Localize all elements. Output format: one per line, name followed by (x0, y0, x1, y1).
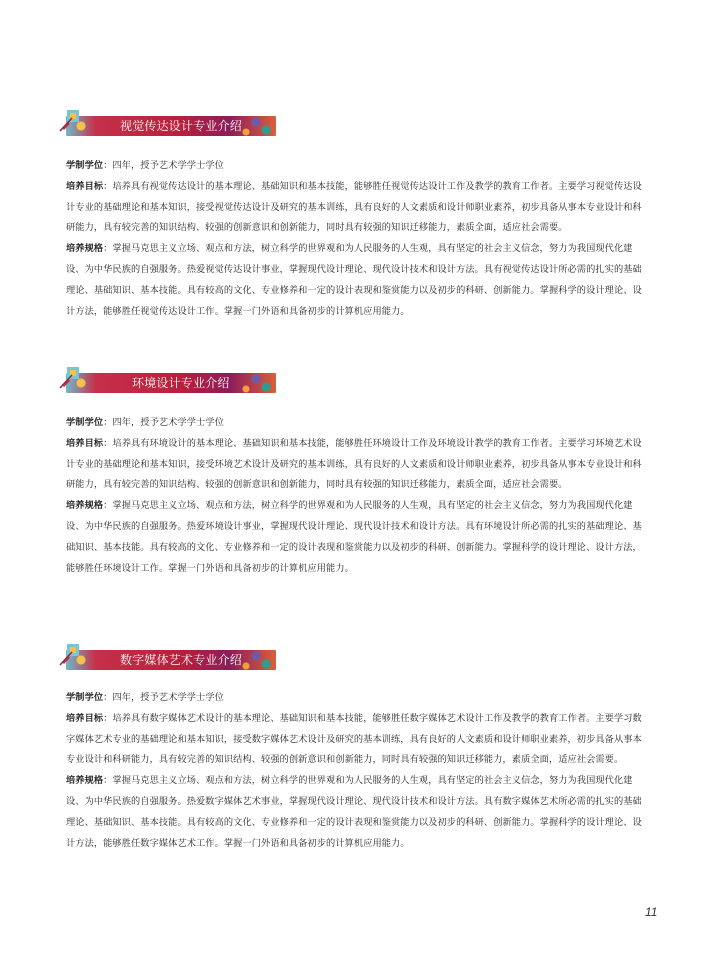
goal-label: 培养目标 (66, 180, 104, 192)
section-content (66, 413, 646, 579)
section-title: 数字媒体艺术专业介绍 (120, 653, 243, 667)
page-number: 11 (645, 905, 658, 919)
degree-paragraph (66, 413, 646, 434)
flag-icon (58, 363, 82, 389)
spec-label: 培养规格 (66, 243, 104, 255)
spec-paragraph (66, 239, 646, 322)
section-title: 视觉传达设计专业介绍 (120, 119, 243, 133)
spec-paragraph (66, 771, 646, 854)
degree-paragraph (66, 688, 646, 709)
goal-paragraph (66, 177, 646, 239)
degree-text: ：四年，授予艺术学学士学位 (103, 417, 224, 428)
flag-icon (58, 106, 82, 132)
spec-label: 培养规格 (66, 775, 104, 787)
section-banner (66, 373, 276, 393)
degree-paragraph (66, 156, 646, 177)
section-content (66, 156, 646, 322)
degree-label: 学制学位 (66, 417, 104, 428)
flag-icon (58, 640, 82, 666)
degree-label: 学制学位 (66, 692, 104, 703)
goal-paragraph (66, 709, 646, 771)
goal-paragraph (66, 434, 646, 496)
section-content (66, 688, 646, 854)
degree-text: ：四年，授予艺术学学士学位 (103, 692, 224, 703)
degree-label: 学制学位 (66, 160, 104, 171)
goal-label: 培养目标 (66, 712, 104, 724)
goal-text: ：培养具有数字媒体艺术设计的基本理论、基础知识和基本技能，能够胜任数字媒体艺术设计工作及教学的教育工作者。主要学习数字媒体艺术专业的基础理论和基本知识，接受数字媒体艺术设计及研究的基本训练，具有良好的人文素质和设计师职业素养，初步具备从事本专业设计和科研能力，具有较完善的知识结构、较强的创新意识和创新能力，同时具有较强的知识迁移能力，素质全面，适应社会需要。 (66, 712, 642, 766)
section-title: 环境设计专业介绍 (132, 376, 230, 390)
goal-text: ：培养具有环境设计的基本理论、基础知识和基本技能，能够胜任环境设计工作及环境设计教学的教育工作者。主要学习环境艺术设计专业的基础理论和基本知识，接受环境艺术设计及研究的基本训练，具有良好的人文素质和设计师职业素养，初步具备从事本专业设计和科研能力，具有较完善的知识结构、较强的创新意识和创新能力，同时具有较强的知识迁移能力，素质全面，适应社会需要。 (66, 437, 642, 491)
spec-label: 培养规格 (66, 500, 104, 512)
spec-paragraph (66, 496, 646, 579)
spec-text: ：掌握马克思主义立场、观点和方法，树立科学的世界观和为人民服务的人生观，具有坚定的社会主义信念，努力为我国现代化建设、为中华民族的自强服务。热爱数字媒体艺术事业，掌握现代设计理论、现代设计技术和设计方法。具有数字媒体艺术所必需的扎实的基础理论、基础知识、基本技能。具有较高的文化、专业修养和一定的设计表现和鉴赏能力以及初步的科研、创新能力。掌握科学的设计理论、设计方法，能够胜任数字媒体艺术工作。掌握一门外语和具备初步的计算机应用能力。 (66, 775, 642, 849)
spec-text: ：掌握马克思主义立场、观点和方法，树立科学的世界观和为人民服务的人生观，具有坚定的社会主义信念，努力为我国现代化建设、为中华民族的自强服务。热爱环境设计事业，掌握现代设计理论、现代设计技术和设计方法。具有环境设计所必需的扎实的基础理论、基础知识、基本技能。具有较高的文化、专业修养和一定的设计表现和鉴赏能力以及初步的科研、创新能力。掌握科学的设计理论、设计方法，能够胜任环境设计工作。掌握一门外语和具备初步的计算机应用能力。 (66, 500, 642, 574)
section-banner (66, 116, 276, 136)
goal-text: ：培养具有视觉传达设计的基本理论、基础知识和基本技能，能够胜任视觉传达设计工作及教学的教育工作者。主要学习视觉传达设计专业的基础理论和基本知识，接受视觉传达设计及研究的基本训练，具有良好的人文素质和设计师职业素养，初步具备从事本专业设计和科研能力，具有较完善的知识结构、较强的创新意识和创新能力，同时具有较强的知识迁移能力，素质全面，适应社会需要。 (66, 180, 642, 234)
spec-text: ：掌握马克思主义立场、观点和方法，树立科学的世界观和为人民服务的人生观，具有坚定的社会主义信念，努力为我国现代化建设、为中华民族的自强服务。热爱视觉传达设计事业，掌握现代设计理论、现代设计技术和设计方法。具有视觉传达设计所必需的扎实的基础理论、基础知识、基本技能。具有较高的文化、专业修养和一定的设计表现和鉴赏能力以及初步的科研、创新能力。掌握科学的设计理论、设计方法，能够胜任视觉传达设计工作。掌握一门外语和具备初步的计算机应用能力。 (66, 243, 642, 317)
section-banner (66, 650, 276, 670)
goal-label: 培养目标 (66, 437, 104, 449)
degree-text: ：四年，授予艺术学学士学位 (103, 160, 224, 171)
